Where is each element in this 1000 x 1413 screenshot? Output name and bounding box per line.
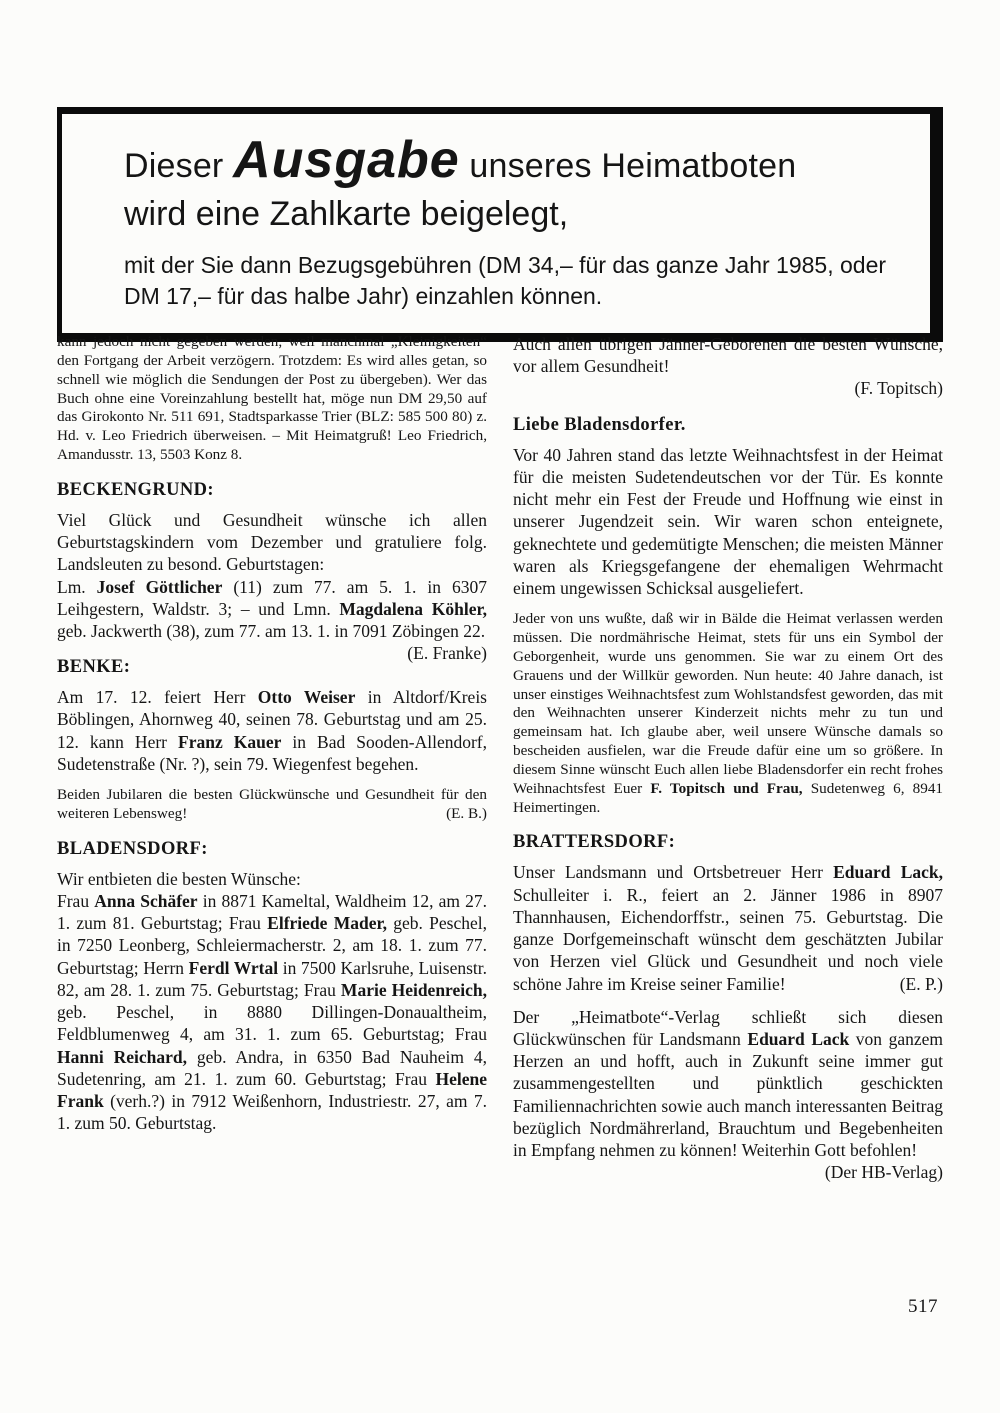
paragraph — [513, 1006, 943, 1184]
person-name: Elfriede Mader, — [267, 913, 387, 934]
notice-detail: mit der Sie dann Bezugsgebühren (DM 34,– für das ganze Jahr 1985, oder DM 17,– für das halbe Jahr) einzahlen können. — [124, 252, 887, 309]
text-run: kann jedoch nicht gegeben werden, weil manchmal „Kleinigkeiten“ den Fortgang der Arbeit verzögern. Trotzdem: Es wird alles getan, so schnell wie möglich die Sendungen der Post zu übergeben). Wer das Buch ohne eine Voreinzahlung bestellt hat, möge nun DM 29,50 auf das Girokonto Nr. 511 691, Stadtsparkasse Trier (BLZ: 585 500 80) z. Hd. v. Leo Friedrich überweisen. – Mit Heimatgruß! Leo Friedrich, Amandusstr. 13, 5503 Konz 8. — [57, 333, 487, 464]
section-heading: BENKE: — [57, 657, 131, 678]
text-run: Sudetenweg 6, 8941 Heimertingen. — [513, 779, 944, 816]
person-name: Ferdl Wrtal — [188, 957, 279, 978]
text-run: geb. Andra, in 6350 Bad Nauheim 4, Sudetenring, am 21. 1. zum 60. Geburtstag; Frau — [57, 1046, 487, 1089]
person-name: Anna Schäfer — [94, 891, 198, 911]
signature: (E. Franke) — [407, 643, 487, 664]
person-name: F. Topitsch und Frau, — [650, 779, 803, 797]
person-name: Hanni Reichard, — [57, 1046, 187, 1067]
signature: (E. P.) — [899, 973, 943, 994]
text-run: von ganzem Herzen an und hofft, auch in Zukunft seine immer gut zusammengestellten und pünktlich geschickten Familiennachrichten sowie auch manch interessanten Beitrag bezüglich Nordmährerland, Brauchtum und Begebenheiten in Empfang nehmen zu können! Weiterhin Gott befohlen! — [513, 1029, 943, 1161]
text-run: in Bad Sooden-Allendorf, Sudetenstraße (Nr. ?), sein 79. Wiegenfest begehen. — [57, 731, 487, 774]
notice-subtitle: wird eine Zahlkarte beigelegt, — [124, 194, 569, 233]
text-run: Der „Heimatbote“-Verlag schließt sich diesen Glückwünschen für Landsmann — [513, 1006, 943, 1049]
person-name: Marie Heidenreich, — [340, 979, 488, 1000]
paragraph — [57, 686, 487, 775]
person-name: Helene Frank — [57, 1068, 487, 1111]
notice-title — [124, 131, 902, 189]
text-run: in 8871 Kameltal, Waldheim 12, am 27. 1. zum 81. Geburtstag; Frau — [57, 891, 487, 934]
text-run: Schulleiter i. R., feiert an 2. Jänner 1986 in 8907 Thannhausen, Eichendorffstr., seinen 75. Geburtstag. Die ganze Dorfgemeinschaft wünscht dem geschätzten Jubilar von Herzen viel Glück und Gesundheit und noch viele schöne Jahre im Kreise seiner Familie! — [513, 884, 943, 994]
person-name: Eduard Lack, — [833, 862, 943, 883]
person-name: Eduard Lack — [747, 1029, 850, 1049]
text-run: Auch allen übrigen Jänner-Geborenen die besten Wünsche, vor allem Gesundheit! — [513, 334, 943, 377]
paragraph — [57, 868, 487, 1135]
notice-title-post: unseres Heimatboten — [459, 147, 797, 185]
notice-title-highlight: Ausgabe — [233, 131, 460, 189]
column-left — [57, 333, 487, 1195]
section-heading: BLADENSDORF: — [57, 838, 208, 859]
signature: (Der HB-Verlag) — [824, 1162, 943, 1183]
section-heading: BECKENGRUND: — [57, 479, 214, 500]
text-run: Viel Glück und Gesundheit wünsche ich allen Geburtstagskindern vom Dezember und gratuliere folg. Landsleuten zu besond. Geburtstagen: — [57, 509, 487, 575]
signature: (E. B.) — [446, 804, 487, 822]
text-run: Jeder von uns wußte, daß wir in Bälde die Heimat verlassen werden müssen. Die nordmährische Heimat, stets für uns ein Symbol der Geborgenheit, wurde uns genommen. Sie war zu einem Ort des Grauens und der Willkür geworden. Nun heute: 40 Jahre danach, ist unser einstiges Weihnachtsfest zum Wohlstandsfest geworden, das mit den Weihnachten unserer Kinderzeit nichts mehr zu tun und gemeinsam hat. Ich glaube aber, weil unsere Wünsche damals so bescheiden ausfielen, war die Freude dafür eine um so größere. In diesem Sinne wünscht Euch allen liebe Bladensdorfer ein recht frohes Weihnachtsfest Euer — [513, 610, 943, 797]
text-run: geb. Peschel, in 7250 Leonberg, Schleiermacherstr. 2, am 18. 1. zum 77. Geburtstag; Herrn — [57, 913, 487, 978]
text-run: Vor 40 Jahren stand das letzte Weihnachtsfest in der Heimat für die meisten Sudetendeutschen vor der Tür. Es konnte nicht mehr ein Fest der Freude und Hoffnung wie einst in unserer Jugendzeit sein. Wir waren schon enteignete, geknechtete und gedemütigte Menschen; die meisten Männer waren als Kriegsgefangene der ehemaligen Wehrmacht einem ungewissen Schicksal ausgeliefert. — [513, 444, 943, 598]
paragraph — [513, 333, 943, 400]
text-run: in Altdorf/Kreis Böblingen, Ahornweg 40, seinen 78. Geburtstag und am 25. 12. kann Herr — [57, 687, 487, 752]
column-right — [513, 333, 943, 1195]
section-heading: Liebe Bladensdorfer. — [513, 414, 686, 435]
text-run: Beiden Jubilaren die besten Glückwünsche und Gesundheit für den weiteren Lebensweg! — [57, 786, 487, 822]
page-number: 517 — [908, 1296, 938, 1317]
person-name: Franz Kauer — [178, 731, 282, 752]
text-run: (verh.?) in 7912 Weißenhorn, Industriestr. 27, am 7. 1. zum 50. Geburtstag. — [57, 1090, 487, 1134]
text-run: Unser Landsmann und Ortsbetreuer Herr — [513, 862, 834, 883]
person-name: Josef Göttlicher — [96, 576, 223, 597]
notice-box — [57, 107, 943, 342]
signature: (F. Topitsch) — [854, 378, 943, 399]
text-run: (11) zum 77. am 5. 1. in 6307 Leihgestern, Waldstr. 3; – und Lmn. — [57, 576, 487, 619]
paragraph — [57, 509, 487, 664]
text-run: geb. Peschel, in 8880 Dillingen-Donaualtheim, Feldblumenweg 4, am 31. 1. zum 65. Geburtstag; Frau — [57, 1002, 487, 1045]
article-columns — [57, 333, 943, 1195]
text-run: Frau — [57, 891, 95, 911]
text-run: in 7500 Karlsruhe, Luisenstr. 82, am 28. 1. zum 75. Geburtstag; Frau — [57, 957, 487, 1000]
paragraph — [513, 610, 943, 817]
paragraph — [57, 786, 487, 824]
paragraph — [57, 333, 487, 465]
notice-title-pre: Dieser — [124, 147, 234, 185]
paragraph — [513, 444, 943, 600]
paragraph — [513, 861, 943, 994]
text-run: Wir entbieten die besten Wünsche: — [57, 868, 301, 889]
text-run: Am 17. 12. feiert Herr — [57, 687, 258, 708]
text-run: geb. Jackwerth (38), zum 77. am 13. 1. in 7091 Zöbingen 22. — [57, 621, 486, 641]
section-heading: BRATTERSDORF: — [513, 832, 676, 853]
person-name: Otto Weiser — [257, 687, 356, 708]
person-name: Magdalena Köhler, — [339, 598, 487, 619]
text-run: Lm. — [57, 576, 97, 597]
